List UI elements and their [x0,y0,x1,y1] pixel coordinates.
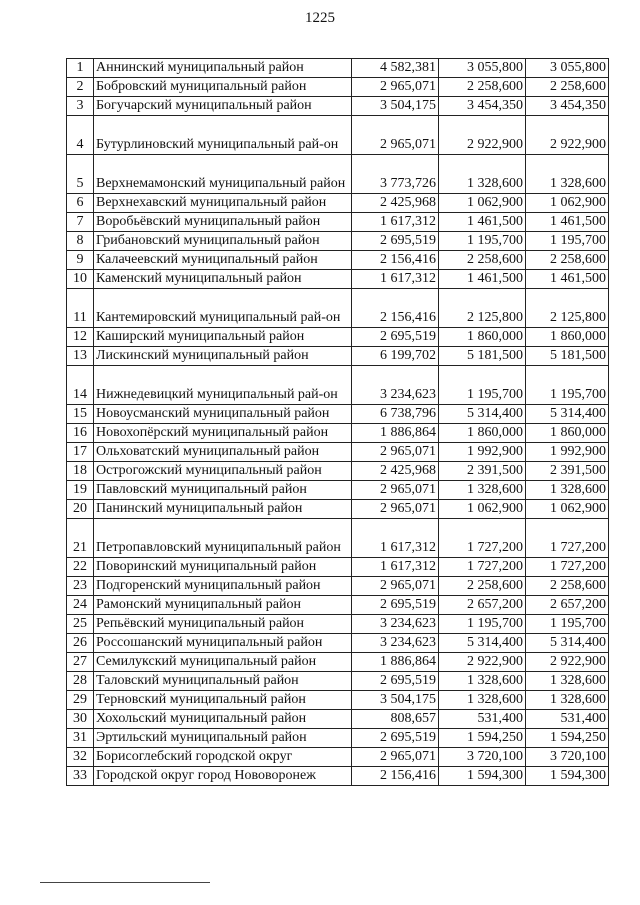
value-col-2: 3 720,100 [439,748,526,767]
table-row [67,232,609,251]
district-name: Рамонский муниципальный район [94,596,352,615]
table-row [67,577,609,596]
value-col-2: 1 328,600 [439,481,526,500]
table-row [67,500,609,519]
row-number: 15 [67,405,94,424]
value-col-2: 2 657,200 [439,596,526,615]
table-row [67,596,609,615]
value-col-2: 1 062,900 [439,500,526,519]
district-name: Лискинский муниципальный район [94,347,352,366]
value-col-1: 2 695,519 [352,596,439,615]
district-name: Репьёвский муниципальный район [94,615,352,634]
value-col-2: 1 594,250 [439,729,526,748]
value-col-1: 2 965,071 [352,78,439,97]
table-row [67,194,609,213]
value-col-1: 2 695,519 [352,328,439,347]
value-col-1: 2 965,071 [352,481,439,500]
value-col-2: 5 314,400 [439,634,526,653]
row-number: 11 [67,289,94,328]
value-col-1: 808,657 [352,710,439,729]
value-col-3: 1 992,900 [526,443,609,462]
table-row [67,116,609,155]
value-col-1: 1 886,864 [352,653,439,672]
value-col-3: 1 328,600 [526,155,609,194]
value-col-3: 1 195,700 [526,615,609,634]
value-col-2: 5 314,400 [439,405,526,424]
value-col-1: 1 617,312 [352,270,439,289]
district-name: Бутурлиновский муниципальный рай-он [94,116,352,155]
value-col-1: 2 695,519 [352,672,439,691]
row-number: 32 [67,748,94,767]
table-row [67,615,609,634]
value-col-1: 3 504,175 [352,97,439,116]
value-col-1: 2 965,071 [352,577,439,596]
value-col-3: 5 314,400 [526,405,609,424]
table-row [67,424,609,443]
value-col-1: 2 965,071 [352,500,439,519]
row-number: 13 [67,347,94,366]
district-name: Нижнедевицкий муниципальный рай-он [94,366,352,405]
table-row [67,78,609,97]
value-col-1: 3 234,623 [352,615,439,634]
row-number: 31 [67,729,94,748]
value-col-3: 1 328,600 [526,672,609,691]
value-col-3: 1 195,700 [526,232,609,251]
table-row [67,366,609,405]
value-col-2: 1 727,200 [439,558,526,577]
table-row [67,519,609,558]
value-col-2: 2 125,800 [439,289,526,328]
table-row [67,481,609,500]
value-col-2: 2 391,500 [439,462,526,481]
value-col-2: 1 328,600 [439,155,526,194]
value-col-1: 2 695,519 [352,232,439,251]
table-row [67,251,609,270]
value-col-2: 1 594,300 [439,767,526,786]
value-col-1: 2 156,416 [352,767,439,786]
row-number: 27 [67,653,94,672]
table-row [67,710,609,729]
district-name: Новоусманский муниципальный район [94,405,352,424]
row-number: 9 [67,251,94,270]
footnote-divider [40,882,210,883]
table-row [67,748,609,767]
value-col-1: 2 425,968 [352,462,439,481]
table-row [67,634,609,653]
district-name: Борисоглебский городской округ [94,748,352,767]
value-col-3: 1 461,500 [526,270,609,289]
value-col-1: 2 695,519 [352,729,439,748]
row-number: 26 [67,634,94,653]
value-col-2: 531,400 [439,710,526,729]
value-col-3: 2 922,900 [526,116,609,155]
district-name: Новохопёрский муниципальный район [94,424,352,443]
district-name: Каширский муниципальный район [94,328,352,347]
row-number: 8 [67,232,94,251]
value-col-3: 1 727,200 [526,558,609,577]
value-col-2: 2 258,600 [439,577,526,596]
value-col-1: 3 773,726 [352,155,439,194]
district-name: Верхнемамонский муниципальный район [94,155,352,194]
table-row [67,155,609,194]
value-col-3: 1 727,200 [526,519,609,558]
value-col-1: 2 156,416 [352,251,439,270]
table-row [67,213,609,232]
value-col-2: 1 328,600 [439,672,526,691]
value-col-2: 3 454,350 [439,97,526,116]
value-col-2: 1 461,500 [439,213,526,232]
value-col-3: 1 062,900 [526,500,609,519]
table-row [67,270,609,289]
value-col-2: 1 195,700 [439,615,526,634]
district-name: Ольховатский муниципальный район [94,443,352,462]
district-name: Россошанский муниципальный район [94,634,352,653]
table-row [67,691,609,710]
value-col-3: 2 258,600 [526,577,609,596]
table-row [67,729,609,748]
value-col-3: 531,400 [526,710,609,729]
value-col-2: 1 195,700 [439,232,526,251]
value-col-3: 3 055,800 [526,59,609,78]
district-name: Петропавловский муниципальный район [94,519,352,558]
row-number: 24 [67,596,94,615]
row-number: 23 [67,577,94,596]
value-col-2: 2 922,900 [439,116,526,155]
value-col-3: 1 062,900 [526,194,609,213]
table-row [67,328,609,347]
row-number: 1 [67,59,94,78]
table-row [67,443,609,462]
district-name: Аннинский муниципальный район [94,59,352,78]
district-name: Поворинский муниципальный район [94,558,352,577]
district-name: Воробьёвский муниципальный район [94,213,352,232]
value-col-2: 2 258,600 [439,78,526,97]
row-number: 5 [67,155,94,194]
value-col-3: 2 391,500 [526,462,609,481]
row-number: 29 [67,691,94,710]
value-col-3: 3 720,100 [526,748,609,767]
value-col-1: 3 234,623 [352,366,439,405]
value-col-2: 1 195,700 [439,366,526,405]
table-row [67,462,609,481]
value-col-3: 1 328,600 [526,691,609,710]
value-col-1: 1 617,312 [352,213,439,232]
row-number: 17 [67,443,94,462]
district-name: Подгоренский муниципальный район [94,577,352,596]
district-name: Богучарский муниципальный район [94,97,352,116]
district-name: Хохольский муниципальный район [94,710,352,729]
district-name: Панинский муниципальный район [94,500,352,519]
value-col-1: 1 886,864 [352,424,439,443]
district-name: Бобровский муниципальный район [94,78,352,97]
district-name: Павловский муниципальный район [94,481,352,500]
row-number: 21 [67,519,94,558]
value-col-1: 2 965,071 [352,748,439,767]
row-number: 2 [67,78,94,97]
value-col-3: 2 258,600 [526,78,609,97]
row-number: 10 [67,270,94,289]
value-col-2: 1 328,600 [439,691,526,710]
value-col-2: 3 055,800 [439,59,526,78]
row-number: 20 [67,500,94,519]
row-number: 14 [67,366,94,405]
table-row [67,289,609,328]
district-name: Эртильский муниципальный район [94,729,352,748]
row-number: 12 [67,328,94,347]
row-number: 25 [67,615,94,634]
value-col-1: 4 582,381 [352,59,439,78]
value-col-3: 2 258,600 [526,251,609,270]
row-number: 6 [67,194,94,213]
table-row [67,767,609,786]
value-col-3: 1 860,000 [526,424,609,443]
row-number: 33 [67,767,94,786]
value-col-2: 1 860,000 [439,328,526,347]
value-col-1: 2 965,071 [352,443,439,462]
value-col-3: 1 860,000 [526,328,609,347]
district-name: Грибановский муниципальный район [94,232,352,251]
row-number: 3 [67,97,94,116]
row-number: 18 [67,462,94,481]
value-col-3: 1 461,500 [526,213,609,232]
value-col-2: 1 992,900 [439,443,526,462]
district-name: Острогожский муниципальный район [94,462,352,481]
district-name: Таловский муниципальный район [94,672,352,691]
value-col-3: 2 922,900 [526,653,609,672]
value-col-1: 3 234,623 [352,634,439,653]
district-table-body [67,59,609,786]
value-col-2: 1 860,000 [439,424,526,443]
value-col-2: 1 727,200 [439,519,526,558]
value-col-1: 2 156,416 [352,289,439,328]
value-col-1: 6 199,702 [352,347,439,366]
row-number: 22 [67,558,94,577]
row-number: 19 [67,481,94,500]
value-col-3: 1 594,250 [526,729,609,748]
district-name: Верхнехавский муниципальный район [94,194,352,213]
value-col-1: 2 965,071 [352,116,439,155]
row-number: 16 [67,424,94,443]
table-row [67,97,609,116]
value-col-1: 1 617,312 [352,558,439,577]
row-number: 30 [67,710,94,729]
value-col-2: 1 062,900 [439,194,526,213]
value-col-2: 2 258,600 [439,251,526,270]
value-col-1: 6 738,796 [352,405,439,424]
value-col-1: 3 504,175 [352,691,439,710]
row-number: 28 [67,672,94,691]
table-row [67,347,609,366]
district-name: Калачеевский муниципальный район [94,251,352,270]
district-name: Городской округ город Нововоронеж [94,767,352,786]
table-row [67,672,609,691]
value-col-3: 1 594,300 [526,767,609,786]
district-table [66,58,609,786]
district-name: Каменский муниципальный район [94,270,352,289]
page-number: 1225 [305,10,335,26]
table-row [67,558,609,577]
value-col-1: 1 617,312 [352,519,439,558]
value-col-3: 5 181,500 [526,347,609,366]
row-number: 7 [67,213,94,232]
value-col-3: 1 328,600 [526,481,609,500]
value-col-3: 1 195,700 [526,366,609,405]
value-col-3: 2 657,200 [526,596,609,615]
row-number: 4 [67,116,94,155]
district-name: Терновский муниципальный район [94,691,352,710]
table-row [67,405,609,424]
value-col-3: 5 314,400 [526,634,609,653]
value-col-3: 3 454,350 [526,97,609,116]
district-name: Семилукский муниципальный район [94,653,352,672]
value-col-2: 2 922,900 [439,653,526,672]
value-col-2: 5 181,500 [439,347,526,366]
value-col-1: 2 425,968 [352,194,439,213]
value-col-3: 2 125,800 [526,289,609,328]
value-col-2: 1 461,500 [439,270,526,289]
table-row [67,59,609,78]
table-row [67,653,609,672]
district-name: Кантемировский муниципальный рай-он [94,289,352,328]
